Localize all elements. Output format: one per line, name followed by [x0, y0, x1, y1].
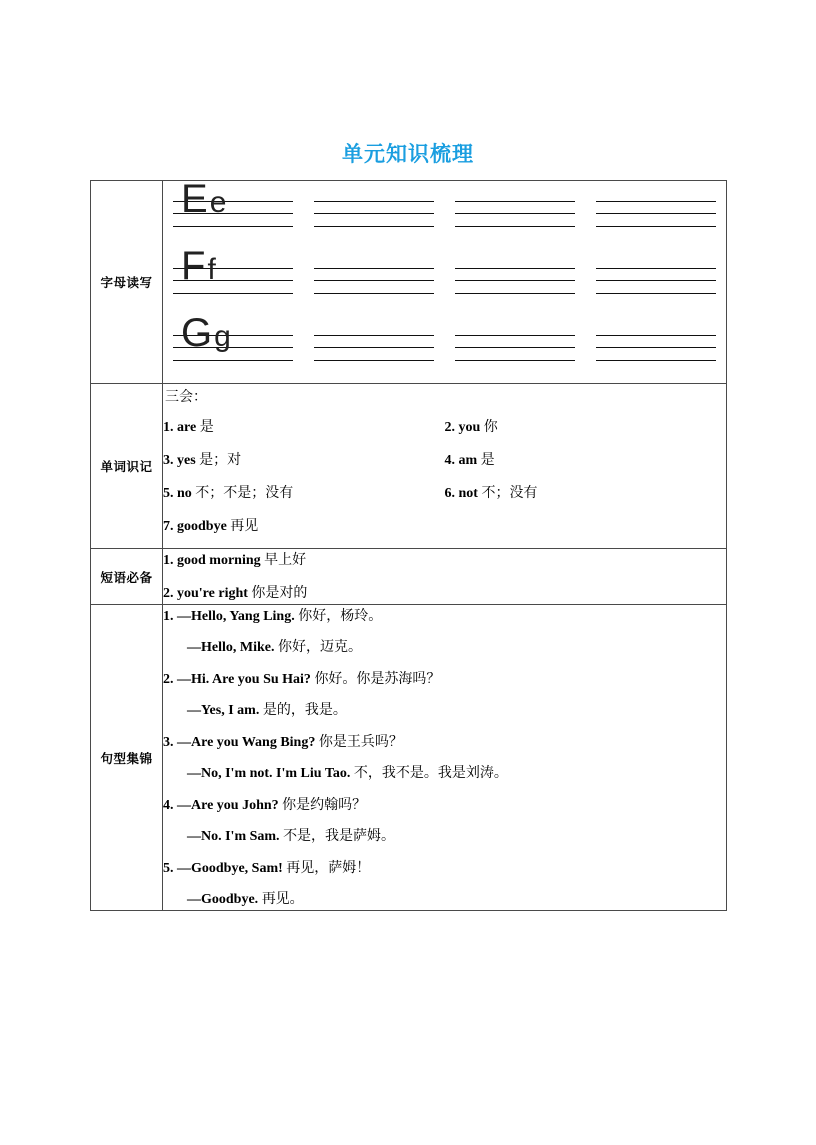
- item-number: 2.: [163, 586, 174, 601]
- words-cell: [163, 384, 727, 549]
- guide-line: [596, 348, 716, 361]
- sentence-line: [163, 699, 726, 719]
- sentence-english: —Hello, Mike.: [187, 640, 275, 655]
- item-number: 3.: [163, 453, 174, 468]
- list-item: [163, 482, 445, 502]
- letters-practice-cell: [163, 177, 727, 384]
- guide-line: [455, 202, 575, 215]
- item-english: no: [177, 486, 192, 501]
- practice-block[interactable]: [596, 256, 716, 302]
- item-english: are: [177, 420, 197, 435]
- sentence-chinese: 再见。: [261, 892, 304, 907]
- phrases-cell: [163, 549, 727, 605]
- item-english: goodbye: [177, 519, 227, 534]
- table-row-words: [91, 384, 727, 549]
- item-number: 1.: [163, 420, 174, 435]
- sentence-line: [163, 731, 726, 751]
- item-number: 4.: [444, 453, 455, 468]
- letter-glyph-f: Ff: [181, 244, 218, 288]
- guide-line: [314, 202, 434, 215]
- item-english: good morning: [177, 553, 261, 568]
- sentence-english: —No. I'm Sam.: [187, 829, 280, 844]
- practice-block[interactable]: [455, 256, 575, 302]
- table-row-phrases: [91, 549, 727, 605]
- item-number: 1.: [163, 553, 174, 568]
- item-chinese: 你是对的: [251, 586, 308, 601]
- guide-line: [455, 281, 575, 294]
- list-item: [163, 416, 445, 436]
- guide-line: [314, 323, 434, 336]
- item-english: you're right: [177, 586, 248, 601]
- sentence-group: [163, 668, 726, 719]
- letters-column-blank-2[interactable]: [455, 189, 575, 373]
- guide-line: [314, 256, 434, 269]
- item-chinese: 不；不是；没有: [195, 486, 294, 501]
- word-list: [163, 416, 726, 548]
- item-number: 6.: [444, 486, 455, 501]
- sentence-english: —Are you John?: [177, 798, 279, 813]
- practice-block[interactable]: [314, 189, 434, 235]
- sentence-group: [163, 605, 726, 656]
- list-item: [163, 549, 726, 569]
- item-english: yes: [177, 453, 196, 468]
- guide-line: [596, 336, 716, 349]
- list-item: [163, 515, 445, 535]
- guide-line: [314, 336, 434, 349]
- sentences-cell: [163, 605, 727, 911]
- letter-block-g: [173, 311, 293, 369]
- sentence-chinese: 你好。你是苏海吗？: [314, 672, 441, 687]
- row-label-words: 单词识记: [91, 384, 163, 549]
- letter-block-f: [173, 244, 293, 302]
- sentence-line: [163, 605, 726, 625]
- sentence-english: —No, I'm not. I'm Liu Tao.: [187, 766, 351, 781]
- item-number: 2.: [163, 672, 174, 687]
- sentence-line: [163, 794, 726, 814]
- row-label-phrases: 短语必备: [91, 549, 163, 605]
- sentence-chinese: 你是约翰吗？: [282, 798, 367, 813]
- practice-block[interactable]: [596, 189, 716, 235]
- guide-line: [596, 269, 716, 282]
- sentence-chinese: 不是，我是萨姆。: [283, 829, 396, 844]
- words-subhead: 三会：: [165, 390, 207, 405]
- item-chinese: 不；没有: [481, 486, 538, 501]
- letter-block-e: [173, 177, 293, 235]
- sentence-chinese: 你好，迈克。: [278, 640, 362, 655]
- sentence-line: [163, 636, 726, 656]
- sentence-english: —Hi. Are you Su Hai?: [177, 672, 311, 687]
- item-number: 1.: [163, 609, 174, 624]
- list-item: [445, 416, 727, 436]
- sentence-line: [163, 825, 726, 845]
- letters-column-blank-1[interactable]: [314, 189, 434, 373]
- guide-line: [596, 214, 716, 227]
- sentence-line: [163, 888, 726, 908]
- sentence-line: [163, 762, 726, 782]
- practice-block[interactable]: [596, 323, 716, 369]
- sentence-group: [163, 857, 726, 908]
- row-label-sentences: 句型集锦: [91, 605, 163, 911]
- table-row-sentences: [91, 605, 727, 911]
- list-item: [163, 582, 726, 602]
- sentence-line: [163, 668, 726, 688]
- sentence-chinese: 你好，杨玲。: [298, 609, 383, 624]
- letters-column-sample: [173, 177, 293, 373]
- item-english: you: [458, 420, 481, 435]
- item-english: am: [458, 453, 478, 468]
- row-label-letters: 字母读写: [91, 181, 163, 384]
- item-number: 7.: [163, 519, 174, 534]
- item-chinese: 是；对: [199, 453, 242, 468]
- sentence-chinese: 不，我不是。我是刘涛。: [353, 766, 508, 781]
- item-number: 2.: [444, 420, 455, 435]
- guide-line: [314, 189, 434, 202]
- practice-block[interactable]: [455, 189, 575, 235]
- page-title: 单元知识梳理: [342, 143, 474, 166]
- guide-line: [596, 256, 716, 269]
- guide-line: [455, 214, 575, 227]
- list-item: [163, 449, 445, 469]
- sentence-chinese: 你是王兵吗？: [318, 735, 403, 750]
- practice-block[interactable]: [455, 323, 575, 369]
- sentence-english: —Hello, Yang Ling.: [177, 609, 295, 624]
- guide-line: [314, 281, 434, 294]
- guide-line: [596, 202, 716, 215]
- sentence-line: [163, 857, 726, 877]
- item-chinese: 是: [199, 420, 214, 435]
- guide-line: [596, 323, 716, 336]
- item-chinese: 是: [480, 453, 495, 468]
- letter-glyph-e: Ee: [181, 177, 229, 221]
- list-item: [445, 482, 727, 502]
- practice-block[interactable]: [314, 256, 434, 302]
- sentence-group: [163, 794, 726, 845]
- letter-glyph-g: Gg: [181, 311, 233, 355]
- guide-line: [596, 281, 716, 294]
- sentence-english: —Are you Wang Bing?: [177, 735, 316, 750]
- item-chinese: 早上好: [264, 553, 307, 568]
- sentence-chinese: 再见，萨姆！: [286, 861, 371, 876]
- guide-line: [596, 189, 716, 202]
- item-number: 5.: [163, 861, 174, 876]
- practice-block[interactable]: [314, 323, 434, 369]
- guide-line: [455, 323, 575, 336]
- letters-column-blank-3[interactable]: [596, 189, 716, 373]
- item-number: 3.: [163, 735, 174, 750]
- knowledge-table: [90, 177, 727, 911]
- guide-line: [455, 189, 575, 202]
- sentence-english: —Yes, I am.: [187, 703, 260, 718]
- guide-line: [455, 336, 575, 349]
- sentence-english: —Goodbye.: [187, 892, 259, 907]
- guide-line: [314, 214, 434, 227]
- list-item: [445, 449, 727, 469]
- item-number: 4.: [163, 798, 174, 813]
- guide-line: [455, 348, 575, 361]
- item-english: not: [458, 486, 478, 501]
- guide-line: [314, 269, 434, 282]
- item-chinese: 你: [483, 420, 498, 435]
- guide-line: [314, 348, 434, 361]
- sentence-group: [163, 731, 726, 782]
- sentence-english: —Goodbye, Sam!: [177, 861, 283, 876]
- sentence-chinese: 是的，我是。: [262, 703, 347, 718]
- guide-line: [455, 256, 575, 269]
- guide-line: [455, 269, 575, 282]
- table-row-letters: [91, 181, 727, 384]
- item-number: 5.: [163, 486, 174, 501]
- item-chinese: 再见: [230, 519, 259, 534]
